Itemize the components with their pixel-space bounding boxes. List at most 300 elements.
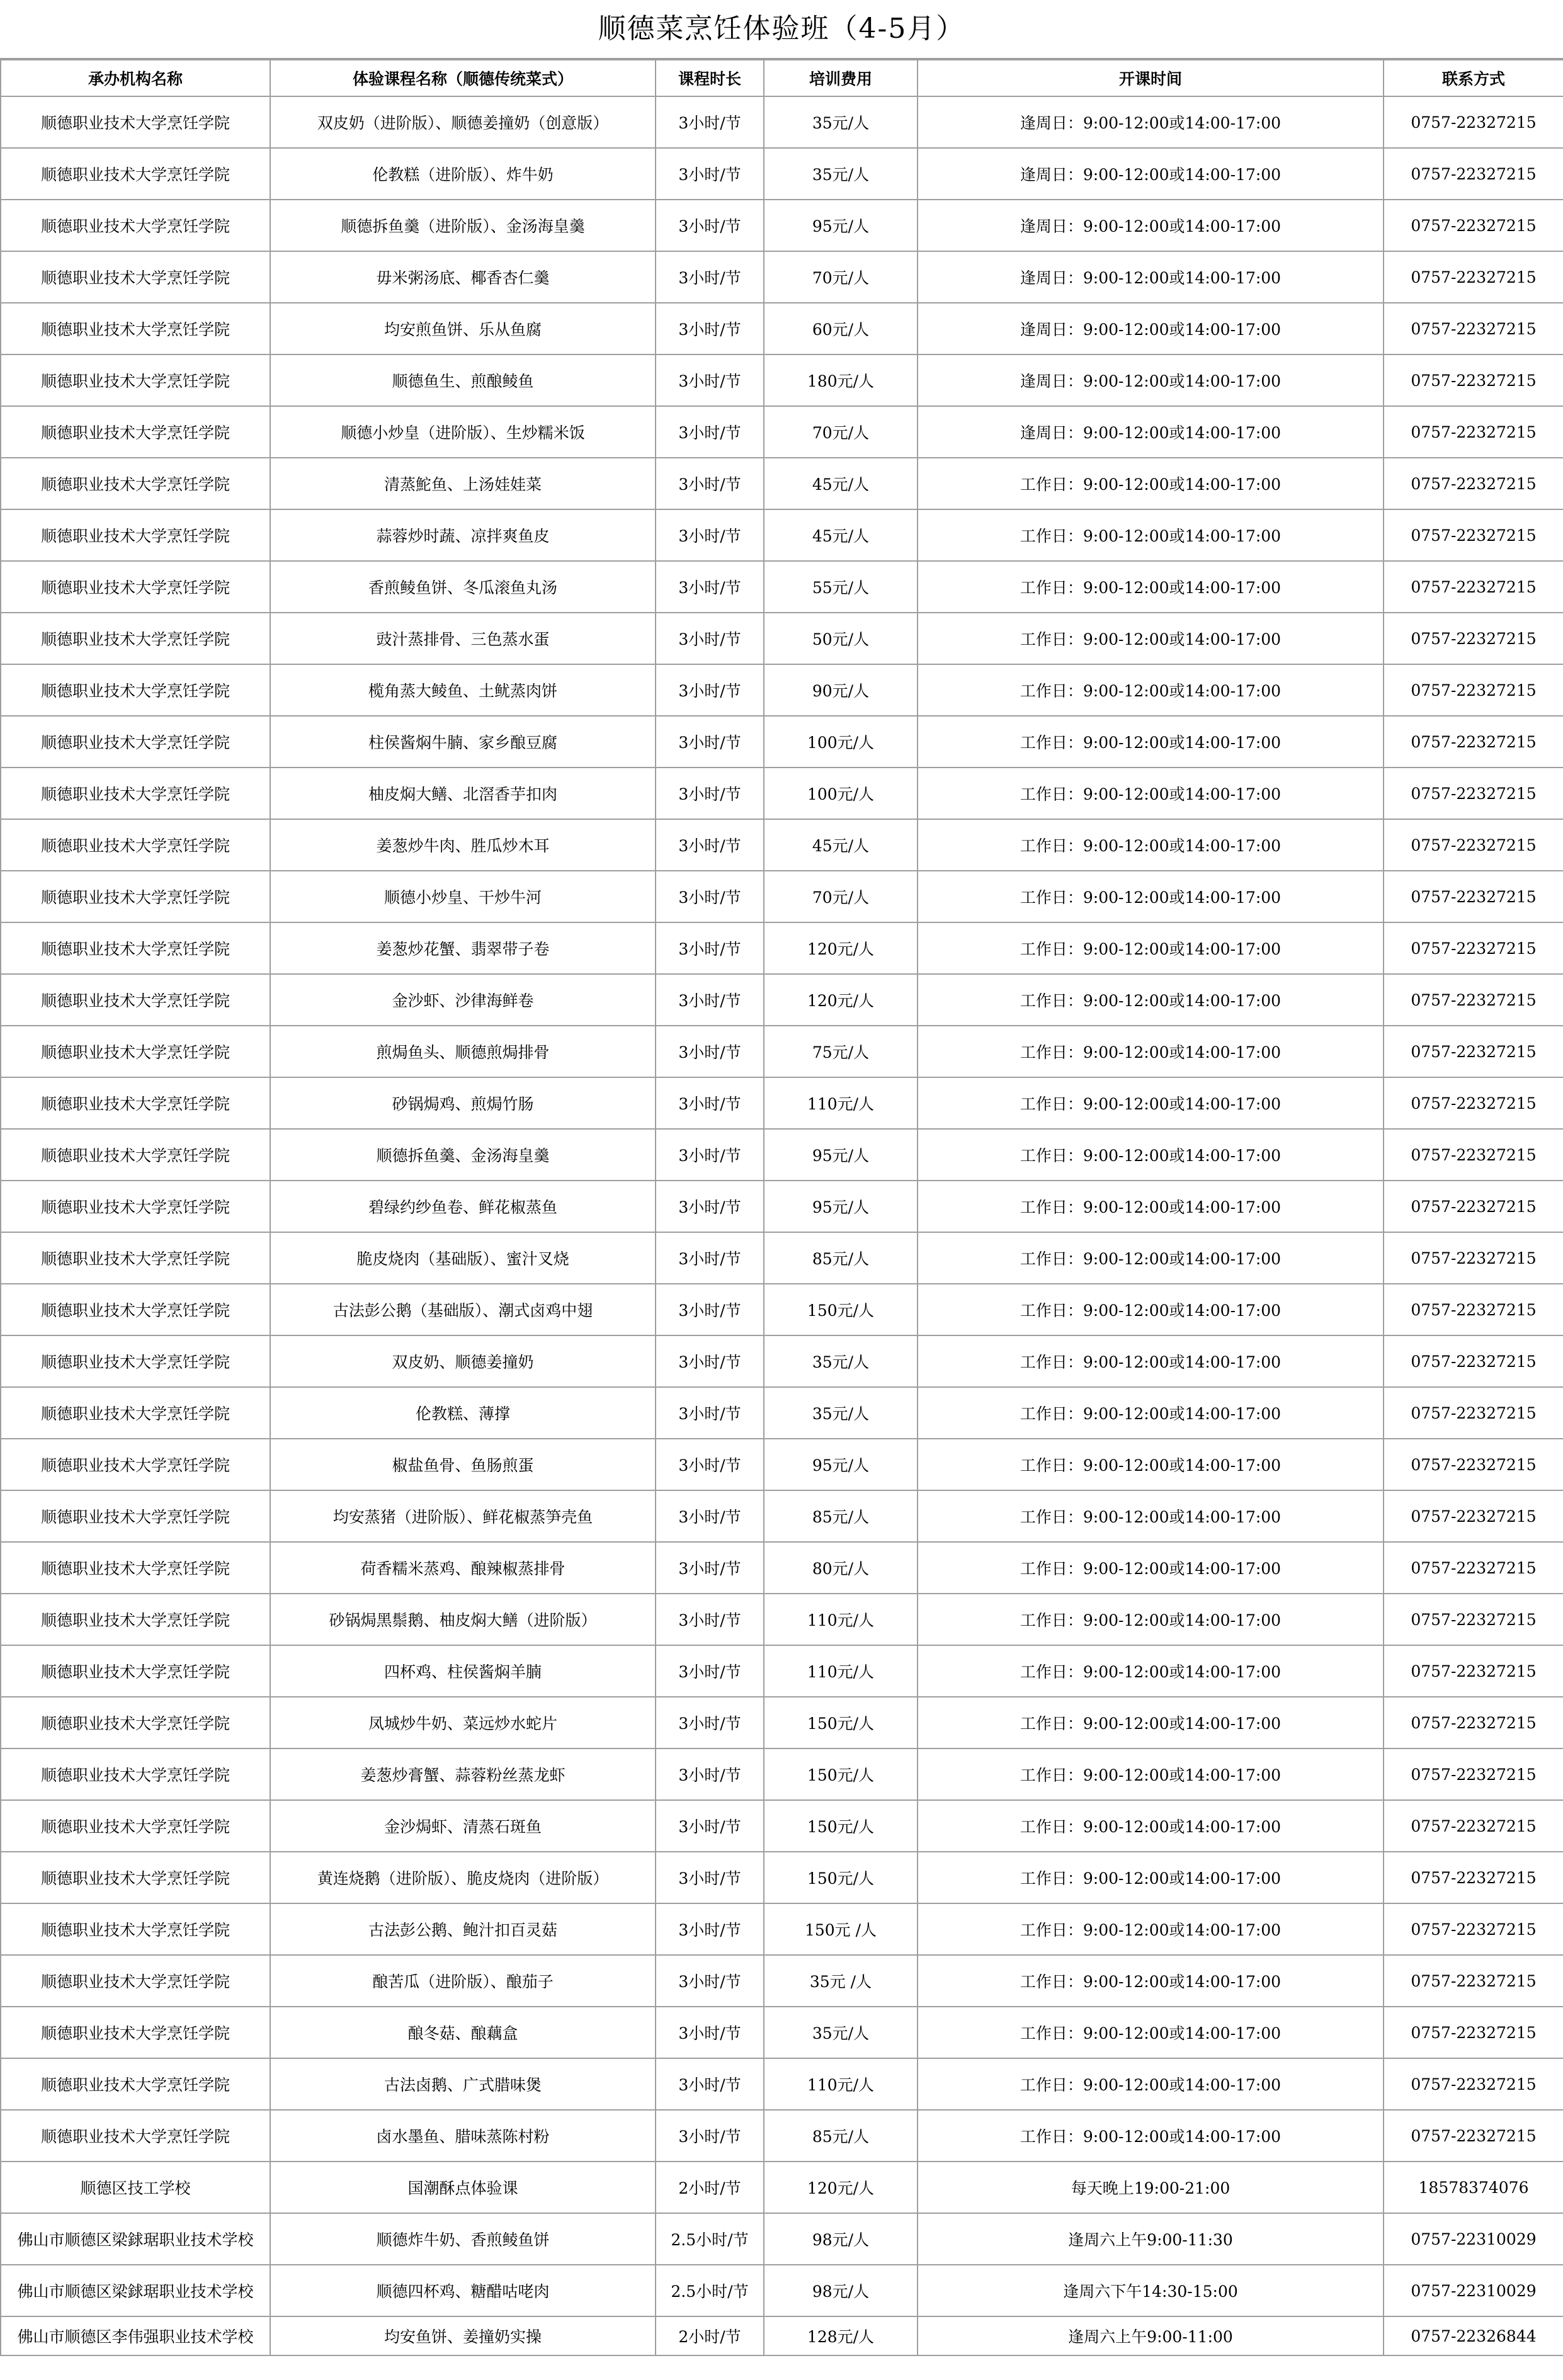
cell-schedule: 工作日：9:00-12:00或14:00-17:00 [918, 974, 1384, 1026]
cell-duration: 3小时/节 [656, 1903, 764, 1955]
table-row [1, 96, 1563, 148]
cell-contact: 0757-22327215 [1384, 613, 1563, 664]
table-row [1, 2213, 1563, 2265]
table-row [1, 716, 1563, 768]
cell-schedule: 逢周日：9:00-12:00或14:00-17:00 [918, 200, 1384, 251]
cell-course: 姜葱炒膏蟹、蒜蓉粉丝蒸龙虾 [270, 1748, 656, 1800]
table-row [1, 1232, 1563, 1284]
table-row [1, 458, 1563, 509]
cell-fee: 110元/人 [764, 2058, 918, 2110]
cell-contact: 0757-22327215 [1384, 819, 1563, 871]
cell-contact: 0757-22327215 [1384, 1852, 1563, 1903]
cell-institution: 顺德职业技术大学烹饪学院 [1, 1490, 270, 1542]
table-row [1, 1439, 1563, 1490]
header-course: 体验课程名称（顺德传统菜式） [270, 60, 656, 96]
cell-schedule: 工作日：9:00-12:00或14:00-17:00 [918, 716, 1384, 768]
cell-institution: 顺德职业技术大学烹饪学院 [1, 1852, 270, 1903]
table-row [1, 768, 1563, 819]
cell-schedule: 工作日：9:00-12:00或14:00-17:00 [918, 2007, 1384, 2058]
cell-institution: 顺德区技工学校 [1, 2162, 270, 2213]
cell-duration: 3小时/节 [656, 2007, 764, 2058]
cell-fee: 150元/人 [764, 1800, 918, 1852]
cell-duration: 3小时/节 [656, 1852, 764, 1903]
cell-course: 顺德拆鱼羹（进阶版）、金汤海皇羹 [270, 200, 656, 251]
cell-contact: 0757-22327215 [1384, 2007, 1563, 2058]
table-row [1, 200, 1563, 251]
cell-contact: 0757-22327215 [1384, 922, 1563, 974]
cell-contact: 0757-22327215 [1384, 1903, 1563, 1955]
cell-contact: 0757-22326844 [1384, 2316, 1563, 2355]
cell-contact: 0757-22327215 [1384, 871, 1563, 922]
cell-schedule: 工作日：9:00-12:00或14:00-17:00 [918, 1852, 1384, 1903]
cell-course: 煎焗鱼头、顺德煎焗排骨 [270, 1026, 656, 1077]
cell-schedule: 工作日：9:00-12:00或14:00-17:00 [918, 613, 1384, 664]
cell-contact: 0757-22327215 [1384, 303, 1563, 354]
table-row [1, 819, 1563, 871]
cell-fee: 35元/人 [764, 96, 918, 148]
cell-schedule: 工作日：9:00-12:00或14:00-17:00 [918, 1232, 1384, 1284]
cell-fee: 98元/人 [764, 2213, 918, 2265]
cell-fee: 100元/人 [764, 716, 918, 768]
table-row [1, 148, 1563, 200]
table-row [1, 1284, 1563, 1335]
cell-course: 酿冬菇、酿藕盒 [270, 2007, 656, 2058]
cell-fee: 120元/人 [764, 2162, 918, 2213]
cell-course: 豉汁蒸排骨、三色蒸水蛋 [270, 613, 656, 664]
cell-institution: 顺德职业技术大学烹饪学院 [1, 1284, 270, 1335]
cell-contact: 0757-22327215 [1384, 458, 1563, 509]
table-row [1, 974, 1563, 1026]
cell-fee: 128元/人 [764, 2316, 918, 2355]
cell-institution: 顺德职业技术大学烹饪学院 [1, 354, 270, 406]
table-row [1, 2316, 1563, 2355]
cell-fee: 45元/人 [764, 819, 918, 871]
cell-course: 顺德四杯鸡、糖醋咕咾肉 [270, 2265, 656, 2316]
cell-schedule: 工作日：9:00-12:00或14:00-17:00 [918, 1697, 1384, 1748]
cell-duration: 3小时/节 [656, 716, 764, 768]
cell-fee: 60元/人 [764, 303, 918, 354]
cell-contact: 0757-22327215 [1384, 2058, 1563, 2110]
cell-course: 姜葱炒牛肉、胜瓜炒木耳 [270, 819, 656, 871]
header-schedule: 开课时间 [918, 60, 1384, 96]
cell-fee: 35元/人 [764, 148, 918, 200]
table-row [1, 664, 1563, 716]
cell-fee: 70元/人 [764, 406, 918, 458]
cell-fee: 110元/人 [764, 1594, 918, 1645]
cell-schedule: 工作日：9:00-12:00或14:00-17:00 [918, 1748, 1384, 1800]
table-row [1, 1955, 1563, 2007]
table-row [1, 2110, 1563, 2162]
cell-fee: 85元/人 [764, 1490, 918, 1542]
table-row [1, 1645, 1563, 1697]
cell-fee: 120元/人 [764, 922, 918, 974]
cell-schedule: 工作日：9:00-12:00或14:00-17:00 [918, 1490, 1384, 1542]
cell-course: 砂锅焗鸡、煎焗竹肠 [270, 1077, 656, 1129]
cell-schedule: 逢周六上午9:00-11:00 [918, 2316, 1384, 2355]
cell-contact: 0757-22327215 [1384, 2110, 1563, 2162]
cell-duration: 3小时/节 [656, 509, 764, 561]
cell-institution: 顺德职业技术大学烹饪学院 [1, 1903, 270, 1955]
cell-institution: 顺德职业技术大学烹饪学院 [1, 1697, 270, 1748]
cell-course: 蒜蓉炒时蔬、凉拌爽鱼皮 [270, 509, 656, 561]
table-row [1, 1490, 1563, 1542]
cell-course: 柱侯酱焖牛腩、家乡酿豆腐 [270, 716, 656, 768]
cell-course: 顺德小炒皇、干炒牛河 [270, 871, 656, 922]
cell-contact: 0757-22327215 [1384, 1490, 1563, 1542]
table-row [1, 613, 1563, 664]
cell-contact: 0757-22327215 [1384, 148, 1563, 200]
table-row [1, 354, 1563, 406]
cell-schedule: 每天晚上19:00-21:00 [918, 2162, 1384, 2213]
cell-schedule: 工作日：9:00-12:00或14:00-17:00 [918, 2110, 1384, 2162]
cell-contact: 0757-22327215 [1384, 200, 1563, 251]
cell-fee: 85元/人 [764, 1232, 918, 1284]
cell-institution: 佛山市顺德区李伟强职业技术学校 [1, 2316, 270, 2355]
header-fee: 培训费用 [764, 60, 918, 96]
cell-schedule: 工作日：9:00-12:00或14:00-17:00 [918, 458, 1384, 509]
cell-contact: 0757-22327215 [1384, 1387, 1563, 1439]
cell-institution: 顺德职业技术大学烹饪学院 [1, 251, 270, 303]
cell-contact: 0757-22327215 [1384, 96, 1563, 148]
table-row [1, 2058, 1563, 2110]
cell-schedule: 工作日：9:00-12:00或14:00-17:00 [918, 768, 1384, 819]
cell-institution: 顺德职业技术大学烹饪学院 [1, 1026, 270, 1077]
cell-fee: 45元/人 [764, 458, 918, 509]
table-row [1, 1181, 1563, 1232]
cell-schedule: 逢周日：9:00-12:00或14:00-17:00 [918, 406, 1384, 458]
cell-duration: 3小时/节 [656, 1077, 764, 1129]
cell-fee: 45元/人 [764, 509, 918, 561]
cell-fee: 80元/人 [764, 1542, 918, 1594]
header-duration: 课程时长 [656, 60, 764, 96]
cell-institution: 顺德职业技术大学烹饪学院 [1, 1800, 270, 1852]
cell-contact: 0757-22327215 [1384, 1542, 1563, 1594]
cell-duration: 3小时/节 [656, 1232, 764, 1284]
table-row [1, 1748, 1563, 1800]
cell-duration: 2小时/节 [656, 2316, 764, 2355]
cell-contact: 0757-22327215 [1384, 1335, 1563, 1387]
cell-duration: 3小时/节 [656, 1955, 764, 2007]
cell-fee: 70元/人 [764, 871, 918, 922]
cell-institution: 顺德职业技术大学烹饪学院 [1, 716, 270, 768]
cell-duration: 3小时/节 [656, 2058, 764, 2110]
cell-institution: 顺德职业技术大学烹饪学院 [1, 2110, 270, 2162]
cell-duration: 3小时/节 [656, 1697, 764, 1748]
cell-course: 古法彭公鹅（基础版）、潮式卤鸡中翅 [270, 1284, 656, 1335]
cell-institution: 佛山市顺德区梁銶琚职业技术学校 [1, 2265, 270, 2316]
cell-schedule: 工作日：9:00-12:00或14:00-17:00 [918, 1645, 1384, 1697]
cell-fee: 180元/人 [764, 354, 918, 406]
cell-schedule: 工作日：9:00-12:00或14:00-17:00 [918, 871, 1384, 922]
cell-schedule: 工作日：9:00-12:00或14:00-17:00 [918, 819, 1384, 871]
cell-fee: 150元 /人 [764, 1903, 918, 1955]
cell-institution: 顺德职业技术大学烹饪学院 [1, 974, 270, 1026]
cell-contact: 0757-22327215 [1384, 1284, 1563, 1335]
cell-schedule: 逢周日：9:00-12:00或14:00-17:00 [918, 303, 1384, 354]
cell-schedule: 工作日：9:00-12:00或14:00-17:00 [918, 922, 1384, 974]
cell-duration: 3小时/节 [656, 613, 764, 664]
cell-course: 顺德鱼生、煎酿鲮鱼 [270, 354, 656, 406]
cell-fee: 85元/人 [764, 2110, 918, 2162]
cell-institution: 顺德职业技术大学烹饪学院 [1, 1077, 270, 1129]
cell-institution: 顺德职业技术大学烹饪学院 [1, 303, 270, 354]
header-institution: 承办机构名称 [1, 60, 270, 96]
cell-schedule: 工作日：9:00-12:00或14:00-17:00 [918, 509, 1384, 561]
table-row [1, 251, 1563, 303]
cell-fee: 120元/人 [764, 974, 918, 1026]
cell-duration: 3小时/节 [656, 561, 764, 613]
cell-course: 脆皮烧肉（基础版）、蜜汁叉烧 [270, 1232, 656, 1284]
cell-fee: 50元/人 [764, 613, 918, 664]
cell-schedule: 工作日：9:00-12:00或14:00-17:00 [918, 1594, 1384, 1645]
cell-fee: 150元/人 [764, 1284, 918, 1335]
cell-schedule: 逢周日：9:00-12:00或14:00-17:00 [918, 148, 1384, 200]
table-row [1, 1594, 1563, 1645]
cell-duration: 3小时/节 [656, 1026, 764, 1077]
cell-contact: 0757-22327215 [1384, 1594, 1563, 1645]
cell-fee: 70元/人 [764, 251, 918, 303]
cell-institution: 顺德职业技术大学烹饪学院 [1, 406, 270, 458]
cell-duration: 3小时/节 [656, 922, 764, 974]
cell-institution: 顺德职业技术大学烹饪学院 [1, 768, 270, 819]
cell-duration: 3小时/节 [656, 303, 764, 354]
cell-course: 国潮酥点体验课 [270, 2162, 656, 2213]
cell-course: 古法彭公鹅、鲍汁扣百灵菇 [270, 1903, 656, 1955]
cell-course: 顺德炸牛奶、香煎鲮鱼饼 [270, 2213, 656, 2265]
cell-contact: 0757-22327215 [1384, 561, 1563, 613]
table-row [1, 871, 1563, 922]
cell-fee: 95元/人 [764, 1439, 918, 1490]
cell-fee: 55元/人 [764, 561, 918, 613]
cell-duration: 3小时/节 [656, 1594, 764, 1645]
cell-contact: 0757-22327215 [1384, 1077, 1563, 1129]
cell-contact: 0757-22327215 [1384, 354, 1563, 406]
cell-duration: 3小时/节 [656, 1748, 764, 1800]
cell-course: 四杯鸡、柱侯酱焖羊腩 [270, 1645, 656, 1697]
cell-course: 顺德拆鱼羹、金汤海皇羹 [270, 1129, 656, 1181]
cell-institution: 顺德职业技术大学烹饪学院 [1, 2058, 270, 2110]
cell-duration: 3小时/节 [656, 200, 764, 251]
cell-schedule: 工作日：9:00-12:00或14:00-17:00 [918, 1955, 1384, 2007]
cell-schedule: 工作日：9:00-12:00或14:00-17:00 [918, 1284, 1384, 1335]
cell-schedule: 工作日：9:00-12:00或14:00-17:00 [918, 1800, 1384, 1852]
cell-institution: 顺德职业技术大学烹饪学院 [1, 1232, 270, 1284]
cell-schedule: 逢周日：9:00-12:00或14:00-17:00 [918, 251, 1384, 303]
cell-contact: 0757-22327215 [1384, 1181, 1563, 1232]
cell-contact: 0757-22327215 [1384, 664, 1563, 716]
cell-contact: 0757-22327215 [1384, 974, 1563, 1026]
cell-institution: 顺德职业技术大学烹饪学院 [1, 1335, 270, 1387]
table-row [1, 1077, 1563, 1129]
table-row [1, 922, 1563, 974]
cell-fee: 110元/人 [764, 1645, 918, 1697]
cell-fee: 110元/人 [764, 1077, 918, 1129]
table-row [1, 1542, 1563, 1594]
cell-duration: 3小时/节 [656, 1439, 764, 1490]
cell-duration: 3小时/节 [656, 1284, 764, 1335]
cell-course: 均安鱼饼、姜撞奶实操 [270, 2316, 656, 2355]
cell-contact: 0757-22327215 [1384, 251, 1563, 303]
cell-contact: 0757-22327215 [1384, 768, 1563, 819]
table-row [1, 2162, 1563, 2213]
table-row [1, 406, 1563, 458]
cell-contact: 0757-22310029 [1384, 2265, 1563, 2316]
cell-institution: 顺德职业技术大学烹饪学院 [1, 1439, 270, 1490]
cell-institution: 顺德职业技术大学烹饪学院 [1, 2007, 270, 2058]
cell-schedule: 工作日：9:00-12:00或14:00-17:00 [918, 2058, 1384, 2110]
cell-institution: 顺德职业技术大学烹饪学院 [1, 1181, 270, 1232]
cell-schedule: 逢周六下午14:30-15:00 [918, 2265, 1384, 2316]
cell-institution: 顺德职业技术大学烹饪学院 [1, 148, 270, 200]
cell-fee: 95元/人 [764, 200, 918, 251]
cell-institution: 顺德职业技术大学烹饪学院 [1, 1955, 270, 2007]
cell-course: 柚皮焖大鳝、北滘香芋扣肉 [270, 768, 656, 819]
cell-course: 均安蒸猪（进阶版）、鲜花椒蒸笋壳鱼 [270, 1490, 656, 1542]
cell-course: 古法卤鹅、广式腊味煲 [270, 2058, 656, 2110]
cell-institution: 顺德职业技术大学烹饪学院 [1, 200, 270, 251]
cell-contact: 0757-22327215 [1384, 509, 1563, 561]
cell-schedule: 工作日：9:00-12:00或14:00-17:00 [918, 561, 1384, 613]
cell-duration: 3小时/节 [656, 974, 764, 1026]
cell-fee: 35元/人 [764, 1387, 918, 1439]
cell-duration: 2.5小时/节 [656, 2213, 764, 2265]
cell-duration: 3小时/节 [656, 1387, 764, 1439]
cell-contact: 0757-22327215 [1384, 406, 1563, 458]
cell-contact: 18578374076 [1384, 2162, 1563, 2213]
cell-schedule: 工作日：9:00-12:00或14:00-17:00 [918, 1026, 1384, 1077]
table-row [1, 1026, 1563, 1077]
cell-contact: 0757-22327215 [1384, 1129, 1563, 1181]
cell-duration: 2.5小时/节 [656, 2265, 764, 2316]
cell-fee: 75元/人 [764, 1026, 918, 1077]
cell-course: 椒盐鱼骨、鱼肠煎蛋 [270, 1439, 656, 1490]
cell-schedule: 工作日：9:00-12:00或14:00-17:00 [918, 1387, 1384, 1439]
cell-institution: 顺德职业技术大学烹饪学院 [1, 922, 270, 974]
cell-fee: 95元/人 [764, 1129, 918, 1181]
cell-institution: 顺德职业技术大学烹饪学院 [1, 1748, 270, 1800]
cell-duration: 3小时/节 [656, 819, 764, 871]
cell-contact: 0757-22327215 [1384, 1955, 1563, 2007]
cell-course: 香煎鲮鱼饼、冬瓜滚鱼丸汤 [270, 561, 656, 613]
cell-fee: 150元/人 [764, 1697, 918, 1748]
cell-contact: 0757-22327215 [1384, 1800, 1563, 1852]
table-row [1, 1129, 1563, 1181]
cell-course: 荷香糯米蒸鸡、酿辣椒蒸排骨 [270, 1542, 656, 1594]
cell-schedule: 工作日：9:00-12:00或14:00-17:00 [918, 1903, 1384, 1955]
cell-course: 顺德小炒皇（进阶版）、生炒糯米饭 [270, 406, 656, 458]
cell-duration: 3小时/节 [656, 1181, 764, 1232]
course-table [0, 59, 1563, 2356]
table-row [1, 509, 1563, 561]
cell-institution: 顺德职业技术大学烹饪学院 [1, 96, 270, 148]
cell-institution: 顺德职业技术大学烹饪学院 [1, 458, 270, 509]
cell-duration: 3小时/节 [656, 664, 764, 716]
cell-duration: 3小时/节 [656, 1542, 764, 1594]
cell-schedule: 工作日：9:00-12:00或14:00-17:00 [918, 1129, 1384, 1181]
cell-duration: 3小时/节 [656, 251, 764, 303]
cell-duration: 3小时/节 [656, 1800, 764, 1852]
cell-course: 卤水墨鱼、腊味蒸陈村粉 [270, 2110, 656, 2162]
cell-course: 姜葱炒花蟹、翡翠带子卷 [270, 922, 656, 974]
cell-schedule: 工作日：9:00-12:00或14:00-17:00 [918, 1335, 1384, 1387]
cell-contact: 0757-22327215 [1384, 1645, 1563, 1697]
cell-course: 双皮奶（进阶版）、顺德姜撞奶（创意版） [270, 96, 656, 148]
header-contact: 联系方式 [1384, 60, 1563, 96]
cell-schedule: 逢周日：9:00-12:00或14:00-17:00 [918, 354, 1384, 406]
cell-course: 凤城炒牛奶、菜远炒水蛇片 [270, 1697, 656, 1748]
cell-duration: 3小时/节 [656, 2110, 764, 2162]
cell-institution: 顺德职业技术大学烹饪学院 [1, 561, 270, 613]
cell-duration: 3小时/节 [656, 1490, 764, 1542]
table-row [1, 1387, 1563, 1439]
table-row [1, 1335, 1563, 1387]
cell-fee: 98元/人 [764, 2265, 918, 2316]
cell-contact: 0757-22327215 [1384, 716, 1563, 768]
cell-duration: 3小时/节 [656, 1129, 764, 1181]
cell-duration: 3小时/节 [656, 768, 764, 819]
table-row [1, 1697, 1563, 1748]
cell-schedule: 工作日：9:00-12:00或14:00-17:00 [918, 1077, 1384, 1129]
cell-institution: 顺德职业技术大学烹饪学院 [1, 819, 270, 871]
header-row [1, 60, 1563, 96]
cell-institution: 佛山市顺德区梁銶琚职业技术学校 [1, 2213, 270, 2265]
cell-institution: 顺德职业技术大学烹饪学院 [1, 613, 270, 664]
cell-duration: 3小时/节 [656, 458, 764, 509]
cell-schedule: 工作日：9:00-12:00或14:00-17:00 [918, 664, 1384, 716]
cell-fee: 150元/人 [764, 1852, 918, 1903]
cell-fee: 95元/人 [764, 1181, 918, 1232]
table-row [1, 1800, 1563, 1852]
page-title: 顺德菜烹饪体验班（4-5月） [0, 0, 1563, 59]
cell-schedule: 逢周日：9:00-12:00或14:00-17:00 [918, 96, 1384, 148]
cell-fee: 100元/人 [764, 768, 918, 819]
cell-schedule: 逢周六上午9:00-11:30 [918, 2213, 1384, 2265]
cell-schedule: 工作日：9:00-12:00或14:00-17:00 [918, 1181, 1384, 1232]
cell-institution: 顺德职业技术大学烹饪学院 [1, 664, 270, 716]
cell-fee: 35元/人 [764, 2007, 918, 2058]
cell-course: 金沙焗虾、清蒸石斑鱼 [270, 1800, 656, 1852]
cell-institution: 顺德职业技术大学烹饪学院 [1, 1542, 270, 1594]
cell-institution: 顺德职业技术大学烹饪学院 [1, 1594, 270, 1645]
cell-duration: 3小时/节 [656, 96, 764, 148]
cell-contact: 0757-22327215 [1384, 1748, 1563, 1800]
cell-course: 金沙虾、沙律海鲜卷 [270, 974, 656, 1026]
cell-fee: 90元/人 [764, 664, 918, 716]
cell-course: 榄角蒸大鲮鱼、土鱿蒸肉饼 [270, 664, 656, 716]
cell-institution: 顺德职业技术大学烹饪学院 [1, 1645, 270, 1697]
cell-contact: 0757-22327215 [1384, 1697, 1563, 1748]
cell-duration: 3小时/节 [656, 871, 764, 922]
cell-course: 黄连烧鹅（进阶版）、脆皮烧肉（进阶版） [270, 1852, 656, 1903]
cell-course: 双皮奶、顺德姜撞奶 [270, 1335, 656, 1387]
cell-institution: 顺德职业技术大学烹饪学院 [1, 509, 270, 561]
table-body [1, 96, 1563, 2355]
cell-schedule: 工作日：9:00-12:00或14:00-17:00 [918, 1542, 1384, 1594]
cell-fee: 150元/人 [764, 1748, 918, 1800]
table-row [1, 1852, 1563, 1903]
cell-duration: 3小时/节 [656, 148, 764, 200]
table-row [1, 1903, 1563, 1955]
cell-course: 清蒸鮀鱼、上汤娃娃菜 [270, 458, 656, 509]
cell-duration: 3小时/节 [656, 406, 764, 458]
cell-schedule: 工作日：9:00-12:00或14:00-17:00 [918, 1439, 1384, 1490]
cell-duration: 2小时/节 [656, 2162, 764, 2213]
table-row [1, 303, 1563, 354]
cell-duration: 3小时/节 [656, 1645, 764, 1697]
cell-contact: 0757-22327215 [1384, 1439, 1563, 1490]
cell-institution: 顺德职业技术大学烹饪学院 [1, 871, 270, 922]
cell-course: 伦教糕（进阶版）、炸牛奶 [270, 148, 656, 200]
